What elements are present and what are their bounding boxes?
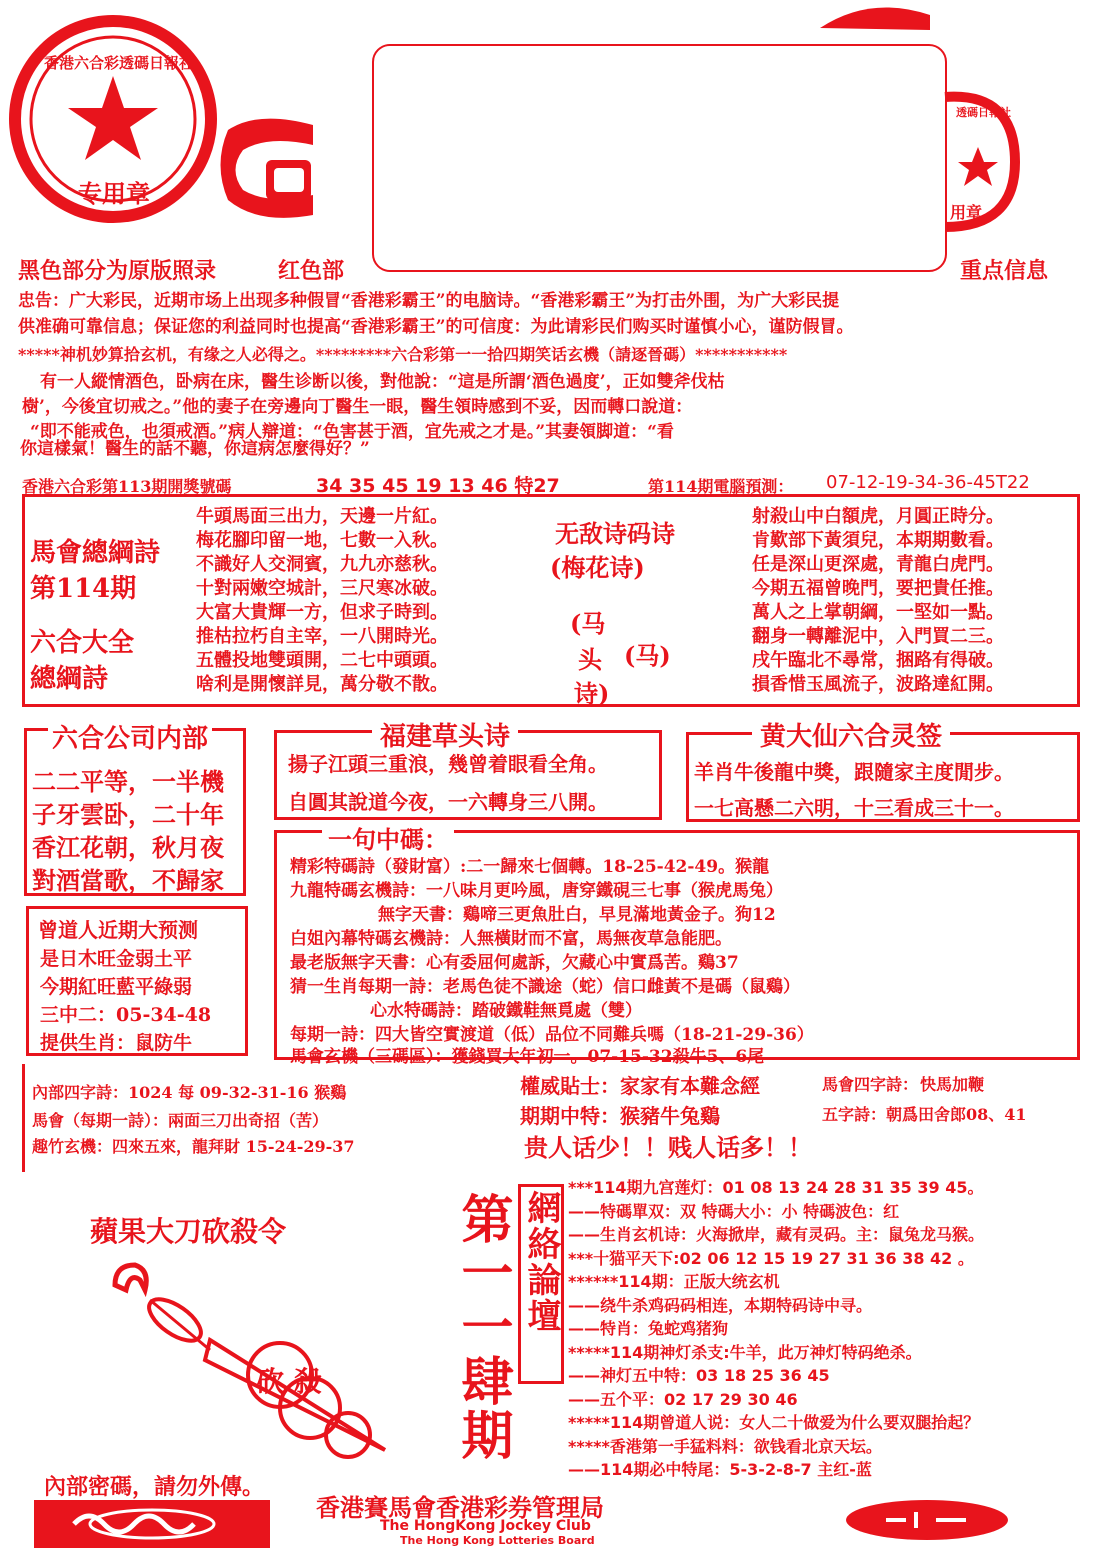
poem-left-line: 梅花腳印留一地，七數一入秋。 <box>196 530 448 551</box>
poem-mid-title-2: (梅花诗) <box>550 553 645 582</box>
internal-line-3-clip <box>32 1134 462 1156</box>
decorative-banner-left <box>34 1500 270 1548</box>
daoist-line: 提供生肖：鼠防牛 <box>40 1032 193 1054</box>
stamp-bottom-text: 专用章 <box>78 179 150 208</box>
official-stamp <box>8 14 218 224</box>
joke-line-3: “即不能戒色，也須戒酒。”病人辯道：“色害甚于酒，宜先戒之才是。”其妻領脚道：“看 <box>30 422 674 442</box>
tips-right-label-2: 五字詩： <box>822 1105 887 1124</box>
forum-vertical: 網絡論壇 <box>521 1190 561 1334</box>
footer-org-cn: 香港賽馬會香港彩券管理局 <box>316 1493 604 1522</box>
poem-right-line: 翻身一轉離泥中，入門買二三。 <box>752 626 1004 647</box>
forum-line: ——特肖：兔蛇鸡猪狗 <box>568 1319 729 1338</box>
knife-icon <box>100 1260 400 1460</box>
results-left: 香港六合彩第113期開獎號碼 <box>22 477 232 496</box>
poem-right-line: 萬人之上掌朝綱，一堅如一點。 <box>752 602 1004 623</box>
results-numbers: 34 35 45 19 13 46 特27 <box>316 475 560 497</box>
wave-pattern-icon <box>34 1500 270 1548</box>
poem-mid-vertical-1: (马 <box>570 609 606 638</box>
forum-line: ——生肖玄机诗：火海掀岸，藏有灵码。主：鼠兔龙马猴。 <box>568 1225 985 1244</box>
joke-line-4-clip <box>20 434 870 459</box>
wong-title: 黄大仙六合灵签 <box>752 716 950 753</box>
poem-mid-vertical-2: 头 <box>578 645 602 674</box>
apple-title: 蘋果大刀砍殺令 <box>90 1215 287 1248</box>
tips-right-value-1: 快馬加鞭 <box>920 1075 985 1094</box>
footer-org-en-2: The Hong Kong Lotteries Board <box>400 1534 595 1547</box>
joke-headline: *****神机妙算拾玄机，有缘之人必得之。*********六合彩第一一拾四期笑话玄機（請逐晉碼）*********** <box>18 345 788 364</box>
legend-left: 黑色部分为原版照录 <box>18 259 217 284</box>
footer-org-en-1: The HongKong Jockey Club <box>380 1518 591 1534</box>
company-title: 六合公司内部 <box>48 718 212 755</box>
poem-left-line: 推枯拉朽自主宰，一八開時光。 <box>196 626 448 647</box>
legend-right: 重点信息 <box>960 259 1049 284</box>
one-sentence-line: 無字天書：鷄啼三更魚肚白，早見滿地黃金子。狗12 <box>378 905 776 925</box>
forum-line: ——五个平：02 17 29 30 46 <box>568 1389 798 1409</box>
poem-left-line: 啥利是開懷詳見，萬分敬不散。 <box>196 674 448 695</box>
internal-line-3: 趣竹玄機：四來五來，龍拜財 15-24-29-37 <box>32 1137 355 1156</box>
joke-line-4: 你這樣氣！醫生的話不聽，你這病怎麼得好？” <box>20 439 370 459</box>
stamp-right-bottom: 用章 <box>950 203 983 222</box>
poem-left-line: 不識好人交洞賓，九九亦慈秋。 <box>196 554 448 575</box>
forum-line: ——114期必中特尾：5-3-2-8-7 主红-蓝 <box>568 1460 872 1479</box>
poem-mid-vertical-3: 诗) <box>574 679 610 708</box>
fujian-line-2: 自圓其說道今夜，一六轉身三八開。 <box>288 790 608 814</box>
wong-line-1: 羊肖牛後龍中獎，跟隨家主度閒步。 <box>694 760 1014 784</box>
forum-line: ——神灯五中特：03 18 25 36 45 <box>568 1366 830 1385</box>
forum-line: ——绕牛杀鸡码码相连，本期特码诗中寻。 <box>568 1295 873 1315</box>
legend-mid: 红色部 <box>278 259 345 284</box>
decorative-swoosh <box>820 0 930 30</box>
fujian-title: 福建草头诗 <box>372 716 518 753</box>
one-sentence-line: 白姐內幕特碼玄機詩：人無橫財而不富，馬無夜草急能肥。 <box>290 929 732 949</box>
one-sentence-line: 心水特碼詩：踏破鐵鞋無覓處（雙） <box>370 1001 642 1021</box>
internal-line-2: 馬會（每期一詩）：兩面三刀出奇招（苦） <box>32 1111 329 1130</box>
daoist-line: 今期紅旺藍平綠弱 <box>40 976 193 998</box>
daoist-line: 是日木旺金弱土平 <box>40 948 193 970</box>
official-stamp-right <box>940 92 1020 232</box>
tips-line-1: 權威貼士：家家有本難念經 <box>520 1074 760 1098</box>
knife-illustration <box>100 1260 400 1460</box>
poem-right-line: 今期五福曾晚門，要把貴任推。 <box>752 578 1004 599</box>
forum-line: *****香港第一手猛料料：欲钱看北京天坛。 <box>568 1436 882 1456</box>
decorative-oval-right <box>846 1500 1008 1540</box>
poem-mid-horizontal: (马) <box>624 641 671 670</box>
forum-list <box>568 1176 1088 1479</box>
stamp-right-ring: 透碼日報社 <box>956 106 1011 119</box>
one-sentence-line: 最老版無字天書：心有委屈何處訴，欠藏心中實爲苦。鷄37 <box>290 953 739 973</box>
poem-mid-title-1: 无敌诗码诗 <box>555 519 675 548</box>
divider-left <box>22 1064 25 1172</box>
company-line: 二二平等，一半機 <box>32 767 224 796</box>
apple-footer: 內部密碼，請勿外傳。 <box>44 1474 265 1500</box>
blank-panel <box>372 44 947 272</box>
issue-vertical: 第一一肆期 <box>452 1192 513 1462</box>
poem-right-line: 任是深山更深處，青龍白虎門。 <box>752 554 1004 575</box>
poem-title-3: 六合大全 <box>30 628 135 658</box>
poem-title-4: 總綱詩 <box>30 664 109 694</box>
notice-line-2: 供准确可靠信息；保证您的利益同时也提高“香港彩霸王”的可信度：为此请彩民们购买时谨慎小心，谨防假冒。 <box>18 317 854 337</box>
tips-right-value-2: 朝爲田舍郎08、41 <box>886 1105 1027 1124</box>
poem-right-line: 損香惜玉風流子，波路達紅開。 <box>752 674 1004 695</box>
poem-column-right <box>752 505 1004 701</box>
poem-right-line: 戌午臨北不尋常，捆路有得破。 <box>752 650 1004 671</box>
tips-right-label-1: 馬會四字詩： <box>822 1075 919 1094</box>
forum-line: ******114期：正版大统玄机 <box>568 1272 780 1291</box>
poem-column-left <box>196 505 448 693</box>
daoist-title: 曾道人近期大预测 <box>38 918 198 942</box>
joke-line-1: 有一人縱情酒色，卧病在床，醫生诊断以後，對他說：“這是所謂‘酒色過度’，正如雙斧伐枯 <box>40 372 725 392</box>
wong-line-2: 一七高懸二六明，十三看成三十一。 <box>694 796 1014 820</box>
knife-label: 砍 殺 <box>256 1365 322 1398</box>
poem-left-line: 十對兩嫩空城計，三尺寒冰破。 <box>196 578 448 599</box>
company-line: 子牙雲卧，二十年 <box>32 800 224 829</box>
joke-line-2: 樹’，今後宜切戒之。”他的妻子在旁邊向丁醫生一眼，醫生領時感到不妥，因而轉口說道： <box>22 397 693 417</box>
forum-line: *****114期曾道人说：女人二十做爱为什么要双腿抬起？ <box>568 1413 980 1432</box>
forum-line: ——特碼單双：双 特碼大小：小 特碼波色：红 <box>568 1201 900 1221</box>
decorative-logo-shape <box>218 110 323 225</box>
poem-title-1: 馬會總綱詩 <box>30 538 161 568</box>
poem-left-line: 牛頭馬面三出力，天邊一片紅。 <box>196 506 448 527</box>
company-line: 香江花朝，秋月夜 <box>32 833 224 862</box>
forum-line: ***114期九宫莲灯：01 08 13 24 28 31 35 39 45。 <box>568 1178 984 1197</box>
one-sentence-line: 猜一生肖每期一詩：老馬色徒不識途（蛇）信口雌黃不是碼（鼠鷄） <box>290 977 800 997</box>
poem-right-line: 射殺山中白額虎，月圓正時分。 <box>752 506 1004 527</box>
one-sentence-line: 馬會玄機（三碼區）：獲錢買大年初一。07-15-32殺牛5、6尾 <box>290 1047 765 1067</box>
fujian-line-1: 揚子江頭三重浪，幾曾着眼看全角。 <box>288 752 608 776</box>
internal-line-1: 內部四字詩：1024 每 09-32-31-16 猴鷄 <box>32 1083 347 1102</box>
emblem-icon <box>846 1500 1008 1540</box>
stamp-ring-text: 香港六合彩透碼日報社 <box>44 54 195 72</box>
forum-line: ***十猫平天下:02 06 12 15 19 27 31 36 38 42 。 <box>568 1248 974 1268</box>
results-right-label: 第114期電腦預測： <box>648 477 794 496</box>
forum-line: *****114期神灯杀支:牛羊，此万神灯特码绝杀。 <box>568 1342 922 1362</box>
poem-left-line: 五體投地雙頭開，二七中頭頭。 <box>196 650 448 671</box>
notice-line-1: 忠告：广大彩民，近期市场上出现多种假冒“香港彩霸王”的电脑诗。“香港彩霸王”为打击外围，为广大彩民提 <box>18 291 840 311</box>
results-right-value: 07-12-19-34-36-45T22 <box>826 472 1030 493</box>
company-line: 對酒當歌，不歸家 <box>32 866 224 895</box>
one-sentence-line: 九龍特碼玄機詩：一八味月更吟風，唐穿鐵硯三七事（猴虎馬兔） <box>290 881 783 901</box>
tips-slogan: 贵人话少！！贱人话多！！ <box>524 1133 812 1162</box>
poem-left-line: 大富大貴輝一方，但求子時到。 <box>196 602 448 623</box>
one-sentence-line: 精彩特碼詩（發財富）:二一歸來七個轉。18-25-42-49。猴龍 <box>290 857 770 877</box>
poem-right-line: 肯歎部下黃須兒，本期期數看。 <box>752 530 1004 551</box>
daoist-line: 三中二：05-34-48 <box>40 1004 212 1026</box>
one-sentence-title: 一句中碼： <box>322 820 454 855</box>
poem-title-2: 第114期 <box>30 574 137 604</box>
one-sentence-line: 每期一詩：四大皆空實渡道（低）品位不同難兵嗎（18-21-29-36） <box>290 1025 814 1045</box>
tips-line-2: 期期中特：猴豬牛兔鷄 <box>520 1104 720 1128</box>
